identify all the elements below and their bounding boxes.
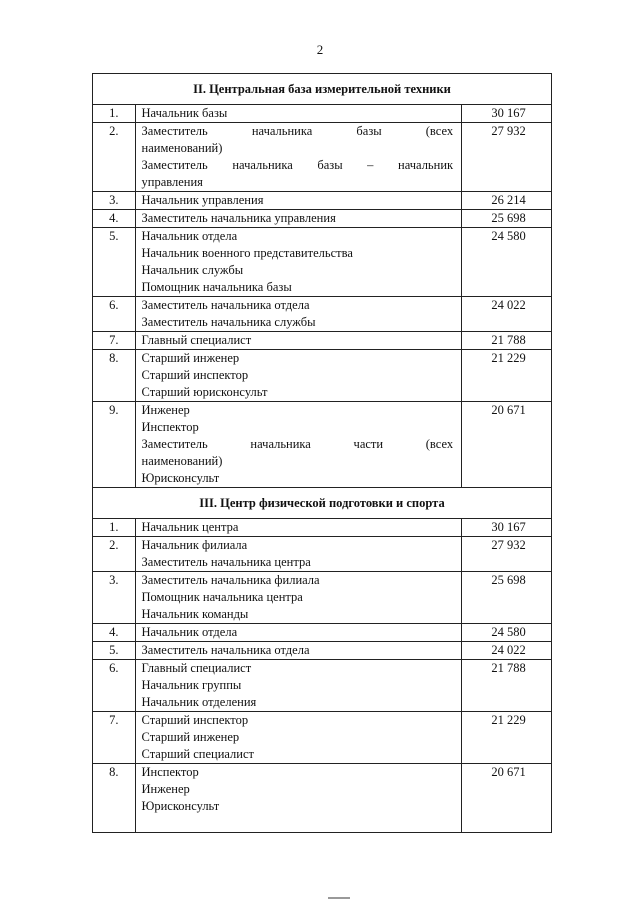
position-cell xyxy=(135,572,462,624)
position-cell xyxy=(135,624,462,642)
row-number: 4. xyxy=(93,210,136,228)
table-row xyxy=(93,572,552,624)
row-number: 6. xyxy=(93,297,136,332)
salary-value: 20 671 xyxy=(462,764,552,833)
position-title: управления xyxy=(141,175,203,189)
position-title: Заместитель начальника части (всех xyxy=(141,437,454,451)
position-cell xyxy=(135,105,462,123)
position-title: Юрисконсульт xyxy=(141,799,220,813)
table-row xyxy=(93,642,552,660)
table-row xyxy=(93,624,552,642)
table-row xyxy=(93,192,552,210)
row-number: 8. xyxy=(93,764,136,833)
position-title: Заместитель начальника базы (всех xyxy=(141,124,454,138)
salary-value: 21 788 xyxy=(462,660,552,712)
position-title: Заместитель начальника центра xyxy=(141,555,311,569)
position-title: Начальник службы xyxy=(141,263,244,277)
position-title: Старший юрисконсульт xyxy=(141,385,268,399)
position-cell xyxy=(135,332,462,350)
salary-value: 27 932 xyxy=(462,537,552,572)
page-number: 2 xyxy=(316,42,324,57)
section-header-row xyxy=(93,74,552,105)
table-row xyxy=(93,332,552,350)
position-title: Помощник начальника базы xyxy=(141,280,292,294)
position-title: Старший специалист xyxy=(141,747,254,761)
salary-value: 25 698 xyxy=(462,210,552,228)
salary-value: 24 022 xyxy=(462,642,552,660)
position-title: Инженер xyxy=(141,782,190,796)
position-title: Старший инженер xyxy=(141,730,240,744)
position-title: Инспектор xyxy=(141,420,199,434)
table-row xyxy=(93,210,552,228)
table-row xyxy=(93,350,552,402)
position-cell xyxy=(135,660,462,712)
salary-value: 21 788 xyxy=(462,332,552,350)
position-cell xyxy=(135,297,462,332)
position-title: Заместитель начальника отдела xyxy=(141,643,310,657)
salary-value: 21 229 xyxy=(462,712,552,764)
position-title: Старший инженер xyxy=(141,351,240,365)
row-number: 7. xyxy=(93,712,136,764)
row-number: 1. xyxy=(93,105,136,123)
position-title: Начальник центра xyxy=(141,520,239,534)
table-row xyxy=(93,402,552,488)
salary-value: 24 580 xyxy=(462,228,552,297)
section-header-row xyxy=(93,488,552,519)
position-title: Главный специалист xyxy=(141,333,252,347)
row-number: 8. xyxy=(93,350,136,402)
salary-table-body xyxy=(93,74,552,833)
table-row xyxy=(93,297,552,332)
position-title: Помощник начальника центра xyxy=(141,590,303,604)
salary-value: 25 698 xyxy=(462,572,552,624)
salary-value: 20 671 xyxy=(462,402,552,488)
row-number: 4. xyxy=(93,624,136,642)
position-title: Начальник отдела xyxy=(141,625,238,639)
row-number: 9. xyxy=(93,402,136,488)
position-cell xyxy=(135,402,462,488)
table-row xyxy=(93,105,552,123)
position-cell xyxy=(135,764,462,833)
position-title: Начальник отдела xyxy=(141,229,238,243)
position-title: Инспектор xyxy=(141,765,199,779)
position-title: Заместитель начальника отдела xyxy=(141,298,310,312)
position-cell xyxy=(135,192,462,210)
table-row xyxy=(93,228,552,297)
salary-value: 27 932 xyxy=(462,123,552,192)
scan-artifact xyxy=(328,897,350,899)
position-title: Начальник военного представительства xyxy=(141,246,353,260)
position-title: Заместитель начальника службы xyxy=(141,315,316,329)
table-row xyxy=(93,537,552,572)
position-title: Заместитель начальника филиала xyxy=(141,573,320,587)
row-number: 5. xyxy=(93,228,136,297)
table-row xyxy=(93,660,552,712)
position-title: Старший инспектор xyxy=(141,368,249,382)
position-title: Начальник группы xyxy=(141,678,242,692)
salary-table xyxy=(92,73,552,833)
salary-value: 24 580 xyxy=(462,624,552,642)
section-title: III. Центр физической подготовки и спорта xyxy=(93,488,552,519)
position-title: Главный специалист xyxy=(141,661,252,675)
salary-value: 24 022 xyxy=(462,297,552,332)
position-cell xyxy=(135,537,462,572)
row-number: 7. xyxy=(93,332,136,350)
position-cell xyxy=(135,123,462,192)
row-number: 3. xyxy=(93,192,136,210)
position-title: Заместитель начальника управления xyxy=(141,211,336,225)
salary-value: 30 167 xyxy=(462,105,552,123)
table-row xyxy=(93,123,552,192)
position-title: Начальник команды xyxy=(141,607,249,621)
position-cell xyxy=(135,350,462,402)
salary-value: 26 214 xyxy=(462,192,552,210)
position-title: Заместитель начальника базы – начальник xyxy=(141,158,454,172)
position-cell xyxy=(135,519,462,537)
position-title: Старший инспектор xyxy=(141,713,249,727)
salary-value: 21 229 xyxy=(462,350,552,402)
position-cell xyxy=(135,210,462,228)
position-title: Начальник отделения xyxy=(141,695,257,709)
position-cell xyxy=(135,642,462,660)
row-number: 2. xyxy=(93,537,136,572)
row-number: 3. xyxy=(93,572,136,624)
position-title: Юрисконсульт xyxy=(141,471,220,485)
row-number: 2. xyxy=(93,123,136,192)
row-number: 1. xyxy=(93,519,136,537)
position-title: Начальник филиала xyxy=(141,538,248,552)
salary-value: 30 167 xyxy=(462,519,552,537)
position-cell xyxy=(135,712,462,764)
table-row xyxy=(93,519,552,537)
position-title: наименований) xyxy=(141,454,223,468)
table-row xyxy=(93,764,552,833)
section-title: II. Центральная база измерительной техники xyxy=(93,74,552,105)
position-cell xyxy=(135,228,462,297)
row-number: 5. xyxy=(93,642,136,660)
position-title: Начальник управления xyxy=(141,193,264,207)
row-number: 6. xyxy=(93,660,136,712)
table-row xyxy=(93,712,552,764)
position-title: Инженер xyxy=(141,403,190,417)
position-title: наименований) xyxy=(141,141,223,155)
position-title: Начальник базы xyxy=(141,106,228,120)
